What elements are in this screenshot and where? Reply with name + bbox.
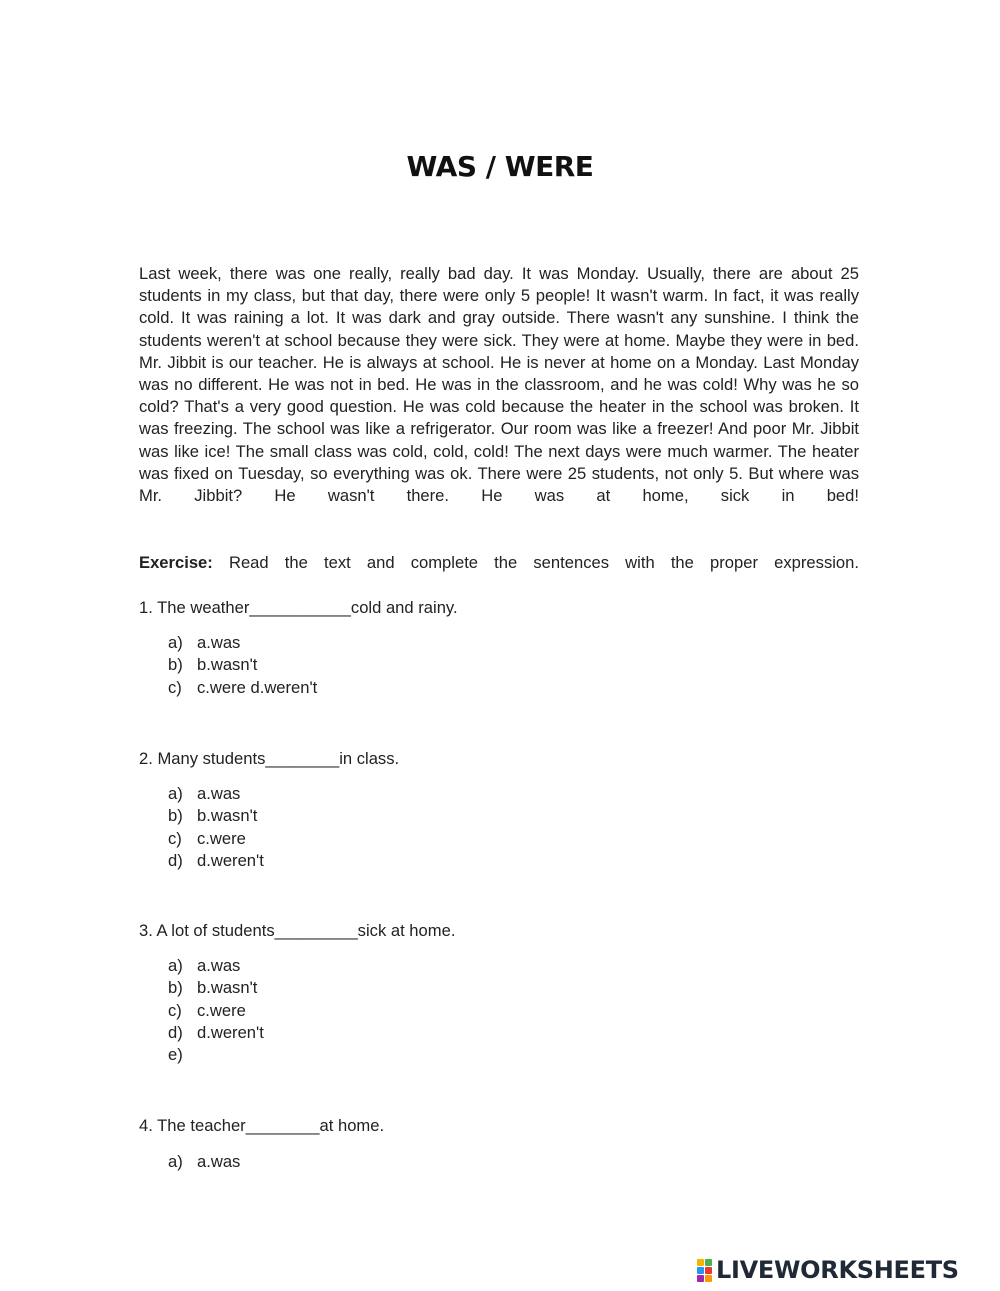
option-letter: a) [168,1152,183,1171]
option-text: c.were [197,1000,246,1020]
liveworksheets-logo-icon [697,1259,712,1282]
option-letter: e) [168,1045,183,1065]
question-2-options [168,783,264,872]
option-item[interactable] [168,1044,264,1066]
option-text: d.weren't [197,1022,264,1042]
question-3-options [168,955,264,1066]
option-letter: a) [168,956,183,975]
option-letter: a) [168,784,183,803]
option-letter: d) [168,850,183,870]
option-text: c.were [197,828,246,848]
option-item[interactable] [168,1000,264,1022]
option-text: d.weren't [197,850,264,870]
question-1: 1. The weather___________cold and rainy. [139,598,458,617]
logo-square [705,1275,712,1282]
option-item[interactable] [168,977,264,999]
option-text: a.was [197,956,241,975]
option-text: a.was [197,1152,241,1171]
option-item[interactable] [168,828,264,850]
option-text: b.wasn't [197,978,258,998]
logo-square [705,1267,712,1274]
exercise-label: Exercise: [139,553,213,572]
option-letter: b) [168,806,183,826]
option-letter: a) [168,633,183,652]
logo-square [697,1275,704,1282]
option-letter: c) [168,677,182,697]
option-letter: d) [168,1022,183,1042]
option-text: a.was [197,784,241,803]
brand-name: LIVEWORKSHEETS [716,1256,959,1284]
option-item[interactable] [168,955,264,977]
exercise-text: Read the text and complete the sentences with the proper expression. [228,553,859,572]
option-text: b.wasn't [197,806,258,826]
question-4: 4. The teacher________at home. [139,1116,385,1135]
option-text: b.wasn't [197,655,258,675]
option-letter: c) [168,828,182,848]
liveworksheets-brand[interactable] [697,1255,959,1285]
option-item[interactable] [168,677,317,699]
option-text: c.were d.weren't [197,677,318,697]
option-item[interactable] [168,805,264,827]
option-item[interactable] [168,1022,264,1044]
logo-square [705,1259,712,1266]
question-1-options [168,632,317,699]
option-item[interactable] [168,1151,240,1173]
logo-square [697,1259,704,1266]
question-2: 2. Many students________in class. [139,749,400,768]
option-item[interactable] [168,654,317,676]
option-item[interactable] [168,632,317,654]
logo-square [697,1267,704,1274]
option-text: a.was [197,633,241,652]
option-letter: b) [168,978,183,998]
exercise-instruction [139,552,859,574]
option-item[interactable] [168,850,264,872]
question-3: 3. A lot of students_________sick at home. [139,921,456,940]
reading-passage: Last week, there was one really, really bad day. It was Monday. Usually, there are about 25 students in my class, but that day, there were only 5 people! It wasn't warm. In fact, it was really cold. It was raining a lot. It was dark and gray outside. There wasn't any sunshine. I think the students weren't at school because they were sick. They were at home. Maybe they were in bed. Mr. Jibbit is our teacher. He is always at school. He is never at home on a Monday. Last Monday was no different. He was not in bed. He was in the classroom, and he was cold! Why was he so cold? That's a very good question. He was cold because the heater in the school was broken. It was freezing. The school was like a refrigerator. Our room was like a freezer! And poor Mr. Jibbit was like ice! The small class was cold, cold, cold! The next days were much warmer. The heater was fixed on Tuesday, so everything was ok. There were 25 students, not only 5. But where was Mr. Jibbit? He wasn't there. He was at home, sick in bed! [139,264,859,506]
option-item[interactable] [168,783,264,805]
page-title: WAS / WERE [406,150,594,183]
option-letter: b) [168,655,183,675]
question-4-options [168,1151,240,1173]
option-letter: c) [168,1000,182,1020]
